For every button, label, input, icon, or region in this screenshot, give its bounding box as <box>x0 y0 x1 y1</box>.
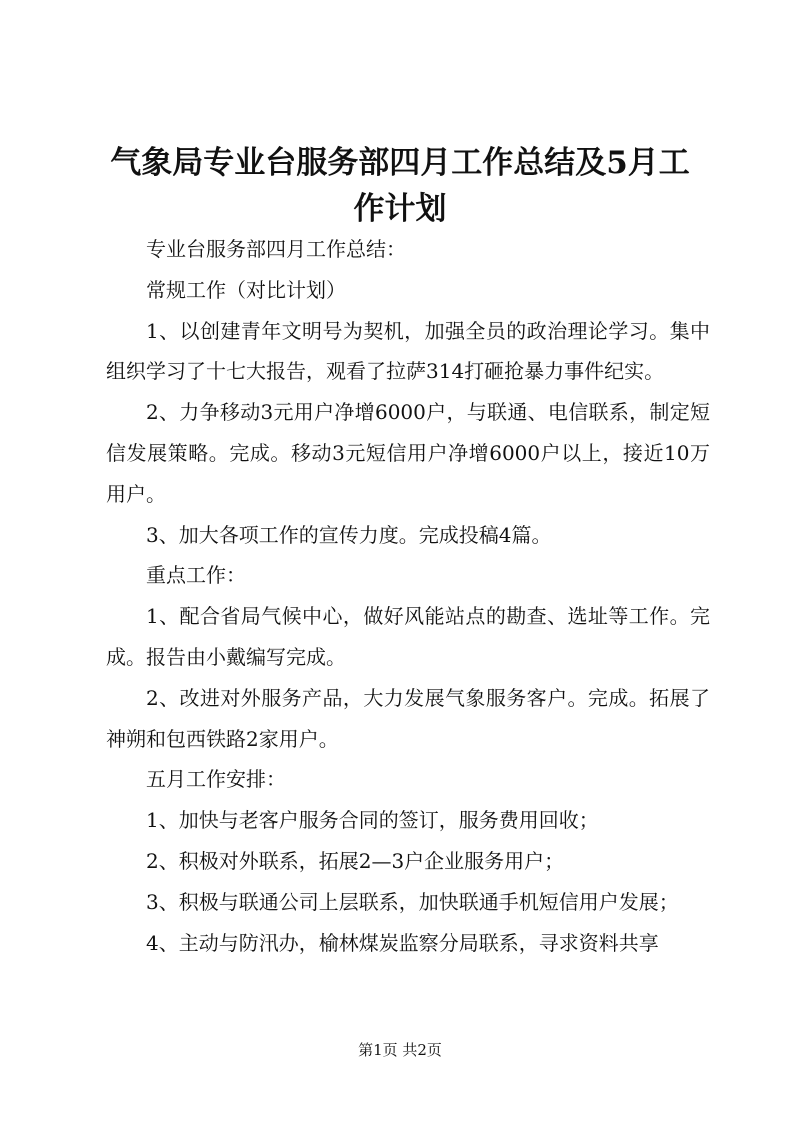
paragraph-summary-heading: 专业台服务部四月工作总结： <box>146 237 406 261</box>
paragraph-may-item-4: 4、主动与防汛办，榆林煤炭监察分局联系，寻求资料共享 <box>146 930 659 955</box>
paragraph-routine-item-1: 1、以创建青年文明号为契机，加强全员的政治理论学习。集中组织学习了十七大报告，观看了拉萨314打砸抢暴力事件纪实。 <box>106 318 710 384</box>
paragraph-may-item-1: 1、加快与老客户服务合同的签订，服务费用回收； <box>146 808 599 833</box>
page-footer: 第1页 共2页 <box>358 1041 442 1059</box>
paragraph-routine-work-heading: 常规工作（对比计划） <box>146 277 346 302</box>
paragraph-may-plan-heading: 五月工作安排： <box>146 767 286 792</box>
paragraph-key-item-2: 2、改进对外服务产品，大力发展气象服务客户。完成。拓展了神朔和包西铁路2家用户。 <box>106 685 710 751</box>
paragraph-key-work-heading: 重点工作： <box>146 563 246 588</box>
document-title: 气象局专业台服务部四月工作总结及5月工作计划 <box>110 145 690 227</box>
paragraph-may-item-3: 3、积极与联通公司上层联系，加快联通手机短信用户发展； <box>146 889 679 914</box>
paragraph-routine-item-3: 3、加大各项工作的宣传力度。完成投稿4篇。 <box>146 522 552 547</box>
paragraph-may-item-2: 2、积极对外联系，拓展2—3户企业服务用户； <box>146 848 565 873</box>
paragraph-routine-item-2: 2、力争移动3元用户净增6000户，与联通、电信联系，制定短信发展策略。完成。移动3元短信用户净增6000户以上，接近10万用户。 <box>106 400 710 506</box>
document-body <box>106 229 710 963</box>
paragraph-key-item-1: 1、配合省局气候中心，做好风能站点的勘查、选址等工作。完成。报告由小戴编写完成。 <box>106 604 710 669</box>
